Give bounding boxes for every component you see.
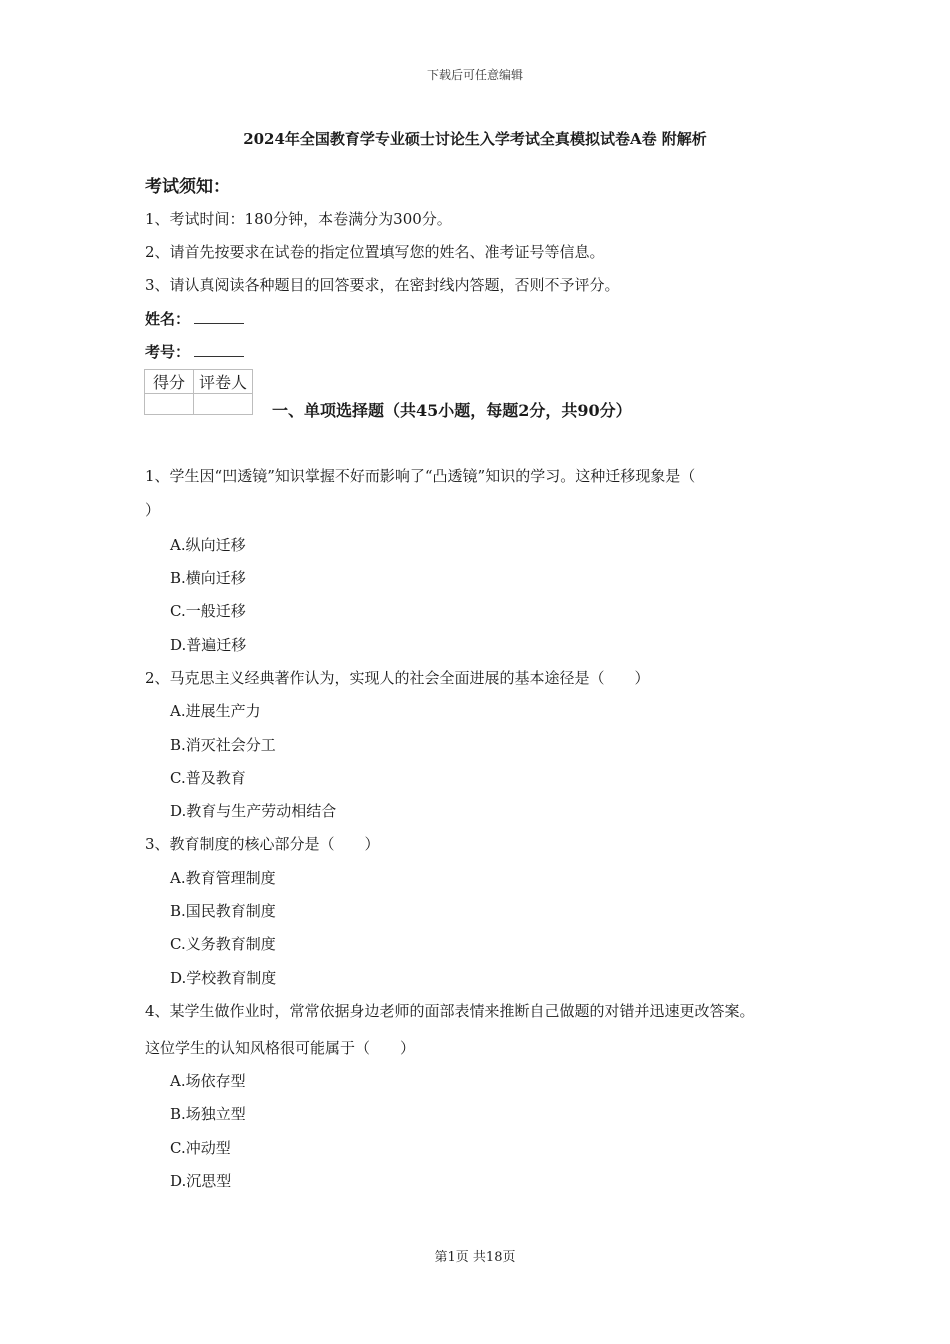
question-2-option-b: B.消灭社会分工 — [170, 736, 276, 754]
id-label: 考号： — [145, 343, 191, 361]
notice-heading: 考试须知： — [145, 177, 230, 197]
notice-item-2: 2、请首先按要求在试卷的指定位置填写您的姓名、准考证号等信息。 — [145, 243, 605, 261]
question-2-option-d: D.教育与生产劳动相结合 — [170, 802, 337, 820]
document-title: 2024年全国教育学专业硕士讨论生入学考试全真模拟试卷A卷 附解析 — [243, 130, 707, 148]
question-3-option-b: B.国民教育制度 — [170, 902, 276, 920]
notice-item-3: 3、请认真阅读各种题目的回答要求，在密封线内答题，否则不予评分。 — [145, 276, 620, 294]
question-4-option-c: C.冲动型 — [170, 1139, 231, 1157]
question-4-stem-cont: 这位学生的认知风格很可能属于（ ） — [145, 1039, 416, 1057]
question-3-option-a: A.教育管理制度 — [170, 869, 276, 887]
question-4-option-a: A.场依存型 — [170, 1072, 246, 1090]
section-heading: 一、单项选择题（共45小题，每题2分，共90分） — [272, 401, 632, 420]
grader-header: 评卷人 — [194, 370, 253, 394]
grader-cell — [194, 394, 253, 415]
score-header: 得分 — [145, 370, 194, 394]
question-1-option-c: C.一般迁移 — [170, 602, 246, 620]
question-2-option-c: C.普及教育 — [170, 769, 246, 787]
question-4-option-b: B.场独立型 — [170, 1105, 246, 1123]
question-3-option-c: C.义务教育制度 — [170, 935, 276, 953]
question-1-stem: 1、学生因“凹透镜”知识掌握不好而影响了“凸透镜”知识的学习。这种迁移现象是（ — [145, 467, 696, 485]
name-field — [145, 308, 244, 329]
name-label: 姓名： — [145, 310, 191, 328]
question-1-option-d: D.普遍迁移 — [170, 636, 247, 654]
question-2-stem: 2、马克思主义经典著作认为，实现人的社会全面进展的基本途径是（ ） — [145, 669, 650, 687]
question-3-stem: 3、教育制度的核心部分是（ ） — [145, 835, 380, 853]
name-blank — [194, 311, 244, 324]
id-field — [145, 341, 244, 362]
page-footer: 第1页 共18页 — [434, 1250, 516, 1265]
question-4-option-d: D.沉思型 — [170, 1172, 232, 1190]
notice-item-1: 1、考试时间：180分钟，本卷满分为300分。 — [145, 210, 452, 228]
id-blank — [194, 344, 244, 357]
question-1-stem-cont: ） — [145, 501, 161, 519]
question-4-stem: 4、某学生做作业时，常常依据身边老师的面部表情来推断自己做题的对错并迅速更改答案。 — [145, 1002, 755, 1020]
question-1-option-a: A.纵向迁移 — [170, 536, 246, 554]
question-1-option-b: B.横向迁移 — [170, 569, 246, 587]
score-table — [144, 369, 253, 415]
question-3-option-d: D.学校教育制度 — [170, 969, 277, 987]
question-2-option-a: A.进展生产力 — [170, 702, 261, 720]
score-cell — [145, 394, 194, 415]
header-note: 下载后可任意编辑 — [426, 68, 523, 82]
